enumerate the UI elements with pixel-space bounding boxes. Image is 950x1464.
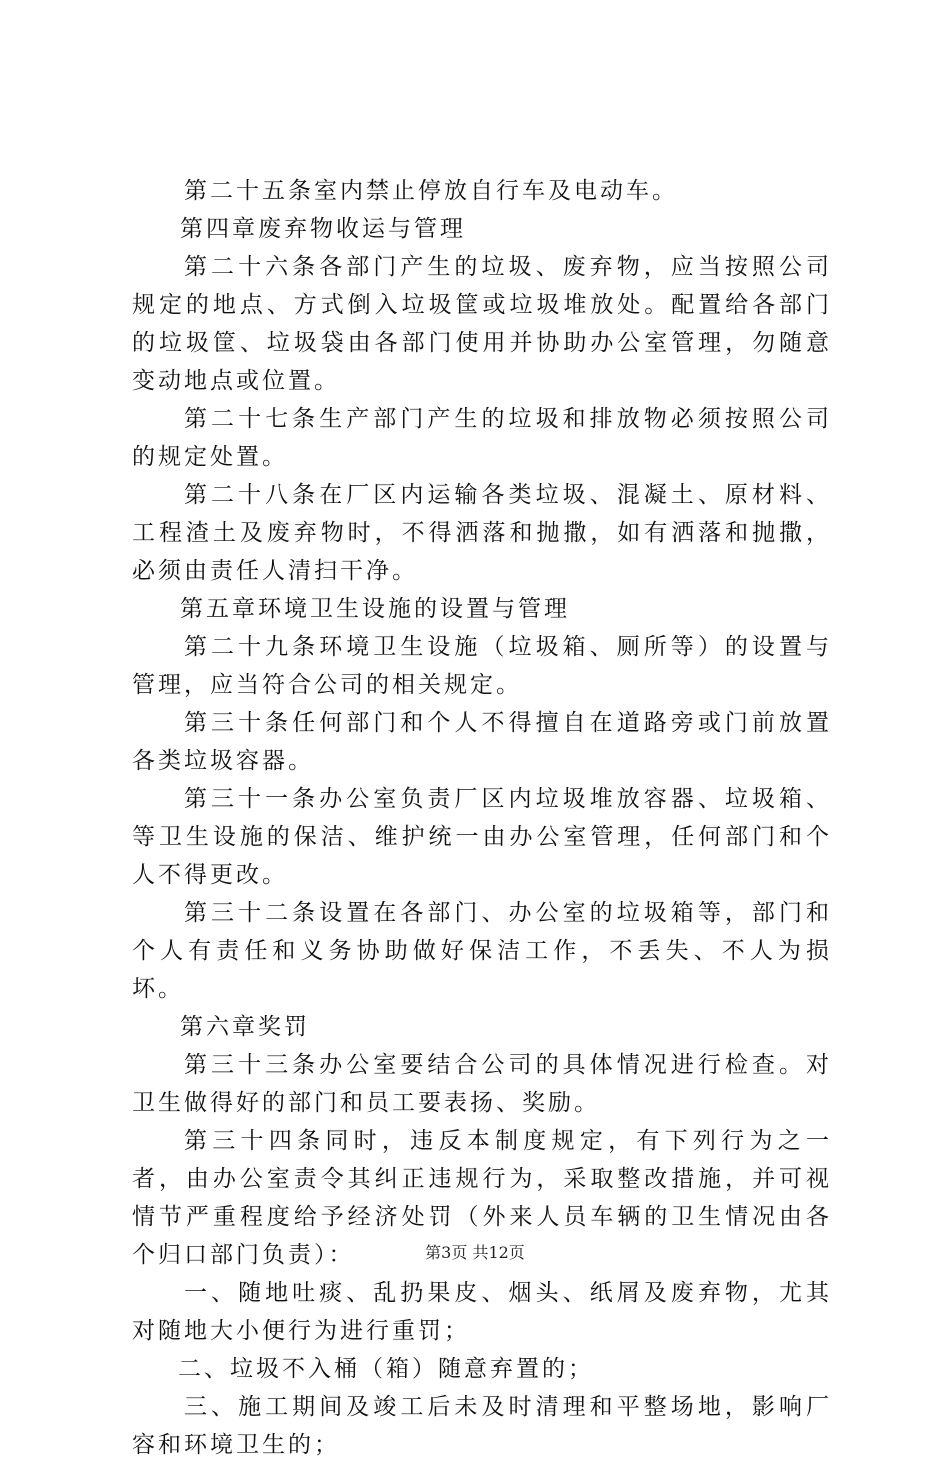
article-29: 第二十九条环境卫生设施（垃圾箱、厕所等）的设置与管理，应当符合公司的相关规定。 — [132, 634, 832, 698]
article-34: 第三十四条同时，违反本制度规定，有下列行为之一者，由办公室责令其纠正违规行为，采取整改措施，并可视情节严重程度给予经济处罚（外来人员车辆的卫生情况由各个归口部门负责）： — [132, 1128, 832, 1268]
article-30: 第三十条任何部门和个人不得擅自在道路旁或门前放置各类垃圾容器。 — [132, 710, 832, 774]
list-item-1: 一、随地吐痰、乱扔果皮、烟头、纸屑及废弃物，尤其对随地大小便行为进行重罚； — [132, 1280, 832, 1344]
article-32: 第三十二条设置在各部门、办公室的垃圾箱等，部门和个人有责任和义务协助做好保洁工作，不丢失、不人为损坏。 — [132, 900, 832, 1002]
article-27: 第二十七条生产部门产生的垃圾和排放物必须按照公司的规定处置。 — [132, 406, 832, 470]
article-33: 第三十三条办公室要结合公司的具体情况进行检查。对卫生做得好的部门和员工要表扬、奖励。 — [132, 1052, 832, 1116]
list-item-3: 三、施工期间及竣工后未及时清理和平整场地，影响厂容和环境卫生的； — [132, 1394, 832, 1458]
article-25: 第二十五条室内禁止停放自行车及电动车。 — [184, 178, 678, 204]
article-31: 第三十一条办公室负责厂区内垃圾堆放容器、垃圾箱、等卫生设施的保洁、维护统一由办公室管理，任何部门和个人不得更改。 — [132, 786, 832, 888]
list-item-2: 二、垃圾不入桶（箱）随意弃置的； — [178, 1356, 594, 1382]
chapter-4-heading: 第四章废弃物收运与管理 — [180, 216, 466, 242]
article-26: 第二十六条各部门产生的垃圾、废弃物，应当按照公司规定的地点、方式倒入垃圾筐或垃圾堆放处。配置给各部门的垃圾筐、垃圾袋由各部门使用并协助办公室管理，勿随意变动地点或位置。 — [132, 254, 832, 394]
chapter-5-heading: 第五章环境卫生设施的设置与管理 — [180, 596, 570, 622]
article-28: 第二十八条在厂区内运输各类垃圾、混凝土、原材料、工程渣土及废弃物时，不得洒落和抛撒，如有洒落和抛撒，必须由责任人清扫干净。 — [132, 482, 832, 584]
page-footer: 第3页 共12页 — [425, 1243, 525, 1262]
document-body — [132, 172, 832, 1464]
chapter-6-heading: 第六章奖罚 — [180, 1014, 310, 1040]
